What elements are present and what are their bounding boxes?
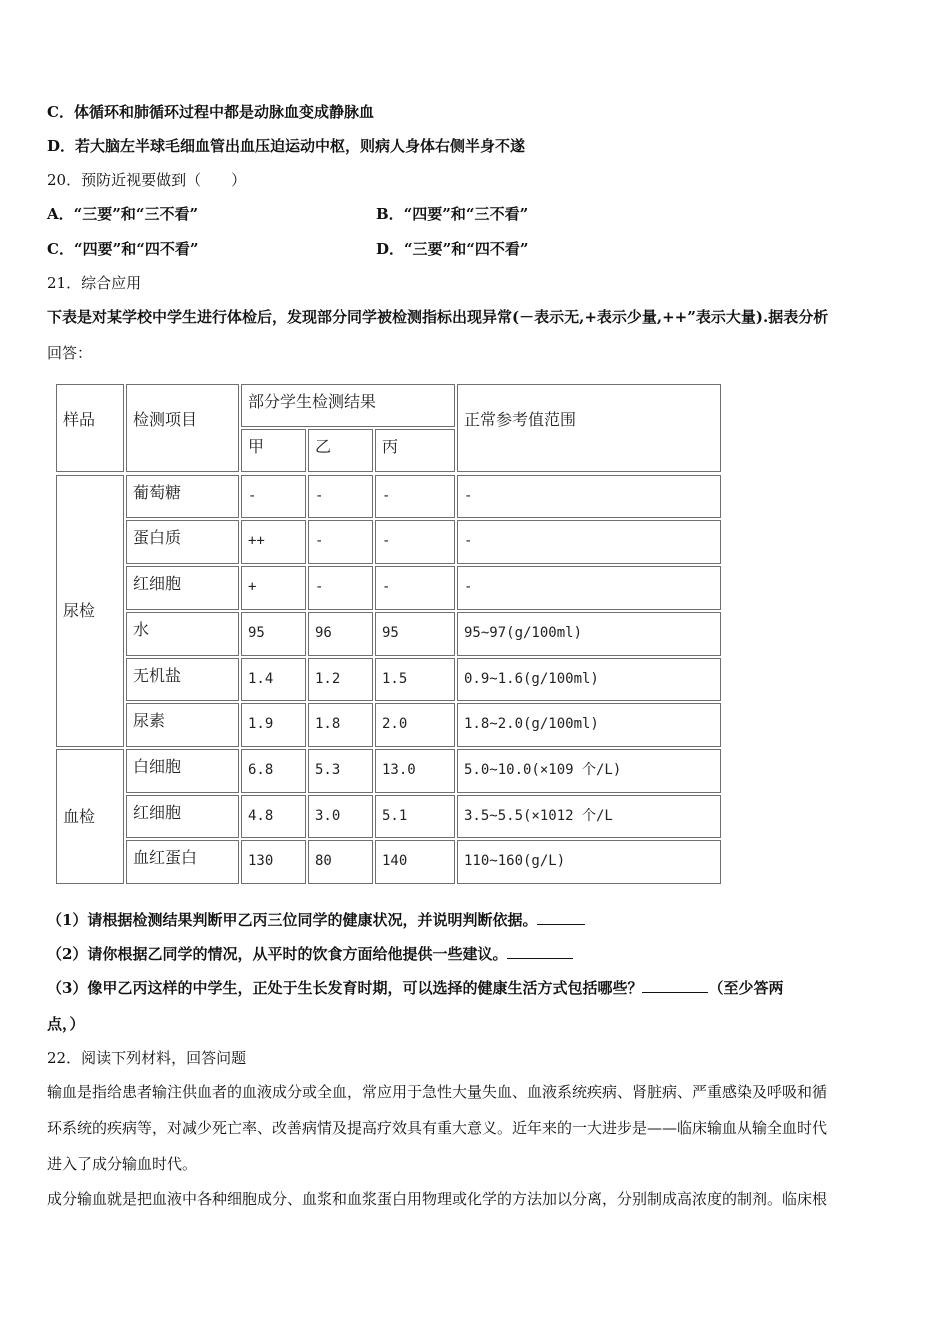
row-bing: 1.5 (375, 658, 455, 701)
q20-stem: 20．预防近视要做到（ ） (47, 171, 247, 189)
row-yi: 3.0 (308, 795, 373, 838)
group-blood: 血检 (56, 749, 124, 884)
q20-option-c: C．“四要”和“四不看” (47, 240, 199, 258)
row-item: 红细胞 (126, 566, 239, 610)
row-item: 红细胞 (126, 795, 239, 838)
q20-option-a: A．“三要”和“三不看” (47, 205, 199, 223)
row-item: 蛋白质 (126, 520, 239, 564)
row-range: 3.5~5.5(×1012 个/L (457, 795, 721, 838)
row-bing: 140 (375, 840, 455, 884)
q22-paragraph1-line1: 输血是指给患者输注供血者的血液成分或全血，常应用于急性大量失血、血液系统疾病、肾脏病、严重感染及呼吸和循 (47, 1083, 828, 1101)
row-yi: - (308, 566, 373, 610)
row-jia: 4.8 (241, 795, 306, 838)
row-yi: 5.3 (308, 749, 373, 793)
header-sample: 样品 (56, 384, 124, 472)
q21-intro-line1: 下表是对某学校中学生进行体检后，发现部分同学被检测指标出现异常(－表示无,+表示少量,++”表示大量).据表分析 (47, 308, 829, 326)
header-bing: 丙 (375, 429, 455, 472)
header-range: 正常参考值范围 (457, 384, 721, 472)
header-yi: 乙 (308, 429, 373, 472)
row-range: - (457, 566, 721, 610)
q22-paragraph2-line1: 成分输血就是把血液中各种细胞成分、血浆和血浆蛋白用物理或化学的方法加以分离，分别制成高浓度的制剂。临床根 (47, 1190, 828, 1208)
q21-stem: 21．综合应用 (47, 274, 142, 292)
answer-blank-3[interactable] (642, 978, 708, 993)
row-bing: - (375, 566, 455, 610)
row-yi: - (308, 475, 373, 518)
q22-stem: 22．阅读下列材料，回答问题 (47, 1049, 247, 1067)
row-range: 0.9~1.6(g/100ml) (457, 658, 721, 701)
row-jia: 6.8 (241, 749, 306, 793)
row-range: 95~97(g/100ml) (457, 612, 721, 656)
q20-option-b: B．“四要”和“三不看” (376, 205, 529, 223)
row-jia: - (241, 475, 306, 518)
row-yi: 96 (308, 612, 373, 656)
row-item: 白细胞 (126, 749, 239, 793)
row-bing: - (375, 475, 455, 518)
header-item: 检测项目 (126, 384, 239, 472)
q22-paragraph1-line3: 进入了成分输血时代。 (47, 1155, 198, 1173)
q21-sub3: （3）像甲乙丙这样的中学生，正处于生长发育时期，可以选择的健康生活方式包括哪些？ （至少答两 (47, 979, 784, 997)
row-range: 110~160(g/L) (457, 840, 721, 884)
row-bing: 95 (375, 612, 455, 656)
row-range: 5.0~10.0(×109 个/L) (457, 749, 721, 793)
q21-sub3-cont: 点，） (47, 1015, 85, 1033)
q21-intro-line2: 回答： (47, 344, 93, 362)
row-item: 尿素 (126, 703, 239, 747)
row-range: - (457, 475, 721, 518)
q21-sub2: （2）请你根据乙同学的情况，从平时的饮食方面给他提供一些建议。 (47, 944, 573, 964)
group-urine: 尿检 (56, 475, 124, 747)
row-bing: - (375, 520, 455, 564)
row-bing: 13.0 (375, 749, 455, 793)
row-item: 葡萄糖 (126, 475, 239, 518)
row-jia: 1.4 (241, 658, 306, 701)
row-yi: 80 (308, 840, 373, 884)
row-item: 血红蛋白 (126, 840, 239, 884)
row-jia: 130 (241, 840, 306, 884)
answer-blank-2[interactable] (507, 944, 573, 959)
q19-option-c: C．体循环和肺循环过程中都是动脉血变成静脉血 (47, 103, 374, 121)
q20-option-d: D．“三要”和“四不看” (376, 240, 529, 258)
row-range: 1.8~2.0(g/100ml) (457, 703, 721, 747)
q21-sub1: （1）请根据检测结果判断甲乙丙三位同学的健康状况，并说明判断依据。 (47, 910, 585, 930)
row-bing: 5.1 (375, 795, 455, 838)
row-yi: 1.8 (308, 703, 373, 747)
q19-option-d: D．若大脑左半球毛细血管出血压迫运动中枢，则病人身体右侧半身不遂 (47, 137, 526, 155)
row-item: 水 (126, 612, 239, 656)
row-jia: 1.9 (241, 703, 306, 747)
header-results: 部分学生检测结果 (241, 384, 455, 427)
q22-paragraph1-line2: 环系统的疾病等，对减少死亡率、改善病情及提高疗效具有重大意义。近年来的一大进步是——临床输血从输全血时代 (47, 1119, 828, 1137)
row-jia: + (241, 566, 306, 610)
row-yi: 1.2 (308, 658, 373, 701)
row-jia: ++ (241, 520, 306, 564)
answer-blank-1[interactable] (537, 910, 585, 925)
row-item: 无机盐 (126, 658, 239, 701)
row-bing: 2.0 (375, 703, 455, 747)
row-jia: 95 (241, 612, 306, 656)
header-jia: 甲 (241, 429, 306, 472)
row-range: - (457, 520, 721, 564)
row-yi: - (308, 520, 373, 564)
